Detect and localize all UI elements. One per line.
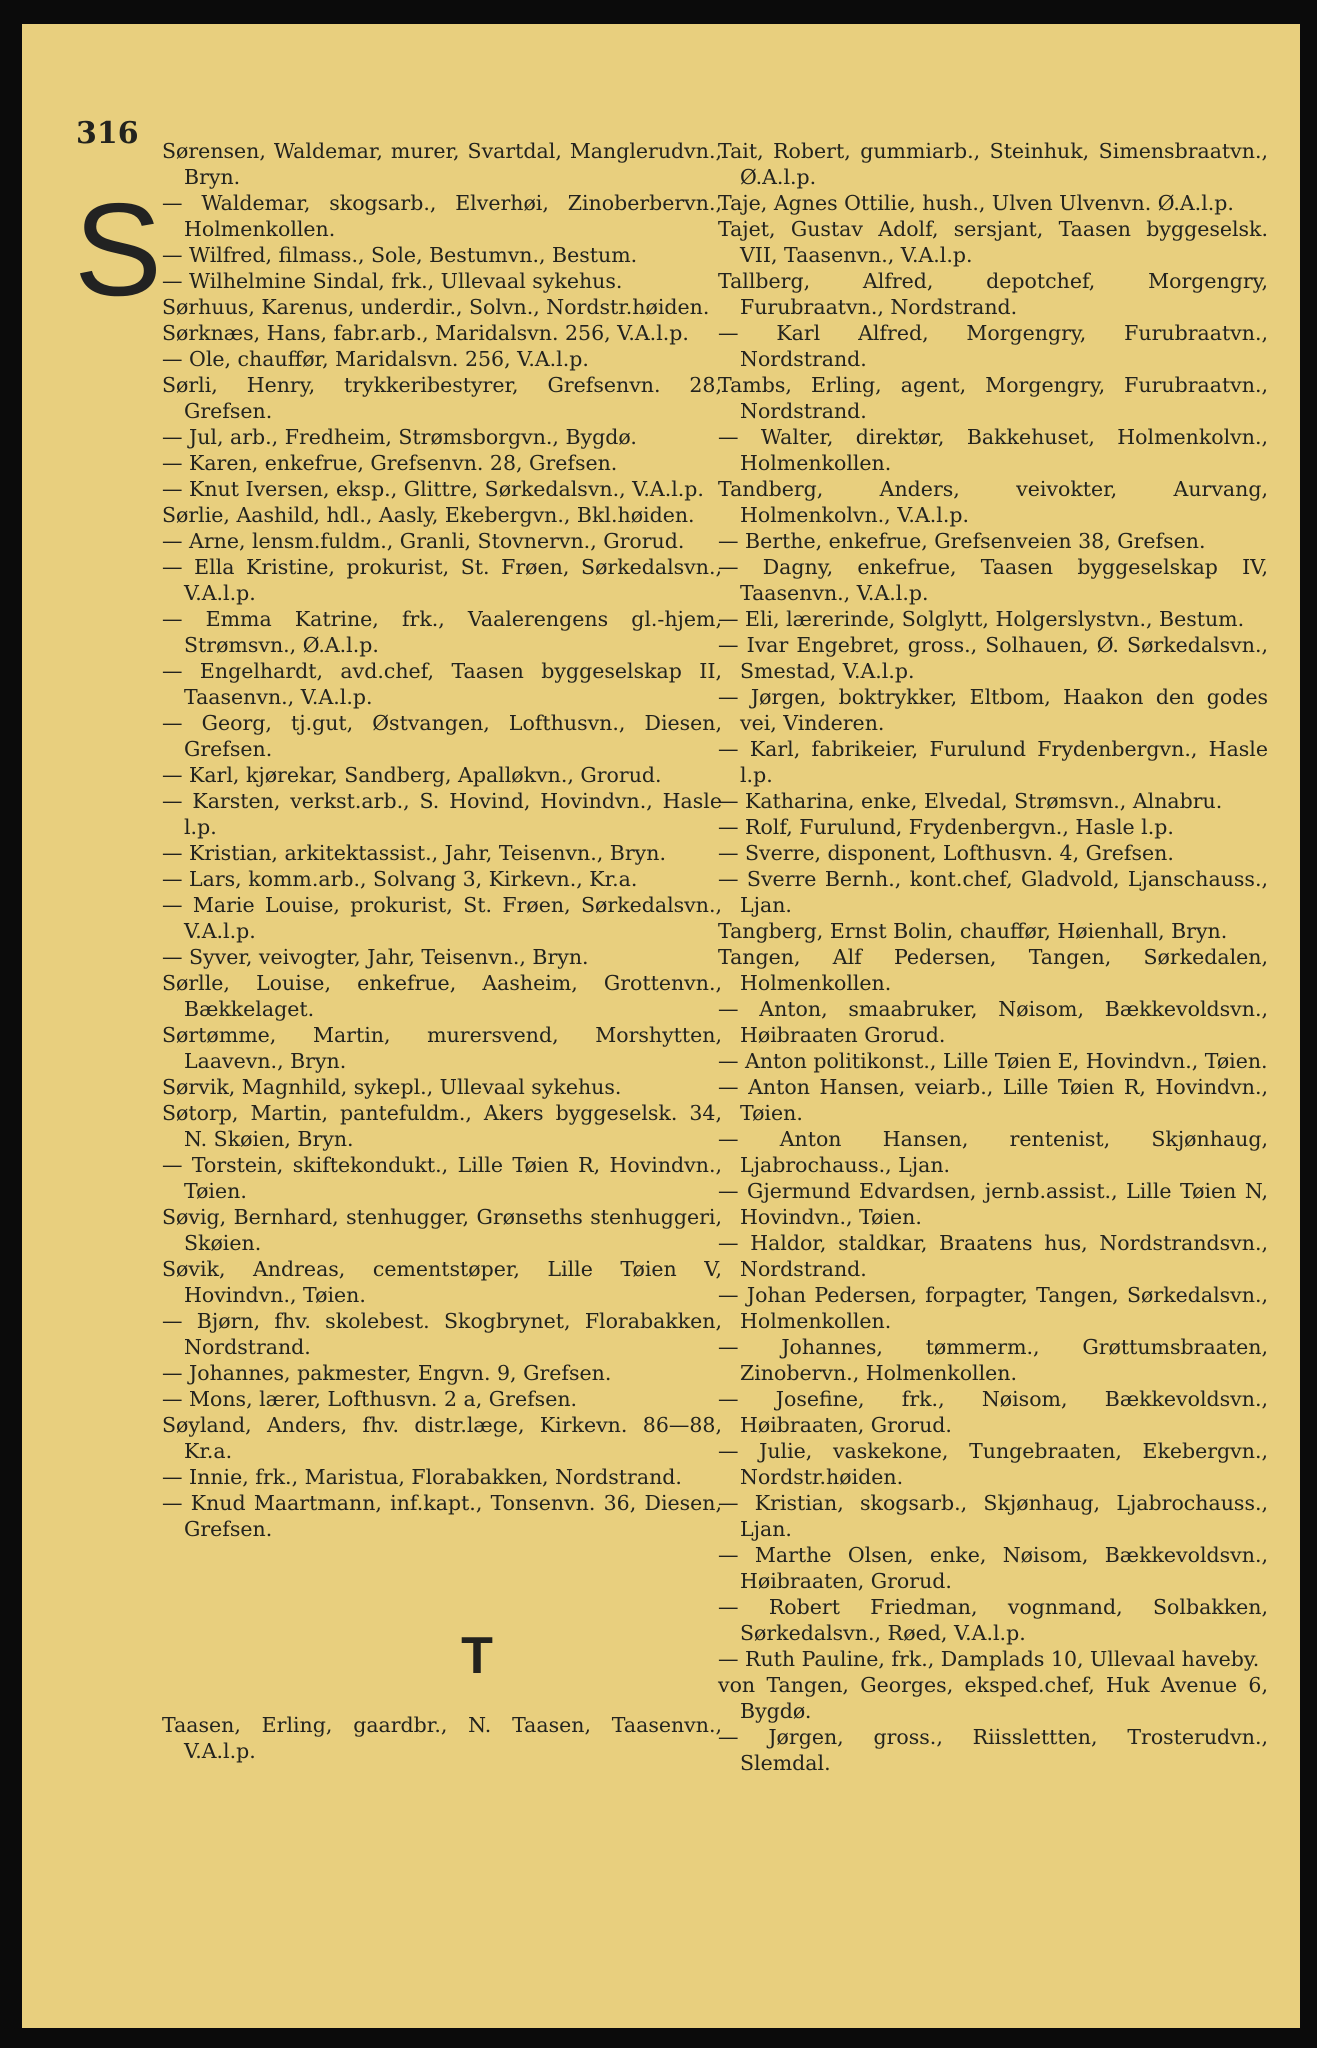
directory-entry: Taasen, Erling, gaardbr., N. Taasen, Taasenvn., V.A.l.p. <box>162 1713 722 1763</box>
directory-entry: — Karen, enkefrue, Grefsenvn. 28, Grefsen. <box>162 451 618 475</box>
directory-entry: Tangberg, Ernst Bolin, chauffør, Høienhall, Bryn. <box>718 919 1228 943</box>
directory-entry: — Haldor, staldkar, Braatens hus, Nordstrandsvn., Nordstrand. <box>718 1231 1268 1281</box>
left-entry-list <box>162 138 722 1542</box>
directory-entry: — Berthe, enkefrue, Grefsenveien 38, Grefsen. <box>718 529 1206 553</box>
directory-entry: — Jørgen, gross., Riisslettten, Trosterudvn., Slemdal. <box>718 1725 1268 1775</box>
directory-entry: — Kristian, arkitektassist., Jahr, Teisenvn., Bryn. <box>162 841 666 865</box>
directory-entry: — Wilfred, filmass., Sole, Bestumvn., Bestum. <box>162 243 638 267</box>
directory-entry: — Walter, direktør, Bakkehuset, Holmenkolvn., Holmenkollen. <box>718 425 1268 475</box>
directory-entry: — Anton, smaabruker, Nøisom, Bækkevoldsvn., Høibraaten Grorud. <box>718 997 1268 1047</box>
directory-entry: — Karl, fabrikeier, Furulund Frydenbergvn., Hasle l.p. <box>718 737 1268 787</box>
directory-entry: — Syver, veivogter, Jahr, Teisenvn., Bryn. <box>162 945 589 969</box>
directory-entry: — Sverre, disponent, Lofthusvn. 4, Grefsen. <box>718 841 1174 865</box>
directory-entry: Sørlle, Louise, enkefrue, Aasheim, Grottenvn., Bækkelaget. <box>162 971 722 1021</box>
directory-entry: Taje, Agnes Ottilie, hush., Ulven Ulvenvn. Ø.A.l.p. <box>718 191 1234 215</box>
directory-entry: Tallberg, Alfred, depotchef, Morgengry, Furubraatvn., Nordstrand. <box>718 269 1268 319</box>
directory-entry: Tajet, Gustav Adolf, sersjant, Taasen byggeselsk. VII, Taasenvn., V.A.l.p. <box>718 217 1268 267</box>
directory-entry: — Johannes, tømmerm., Grøttumsbraaten, Zinobervn., Holmenkollen. <box>718 1335 1268 1385</box>
left-column <box>162 138 722 1764</box>
directory-entry: Sørhuus, Karenus, underdir., Solvn., Nordstr.høiden. <box>162 295 710 319</box>
directory-entry: — Emma Katrine, frk., Vaalerengens gl.-hjem, Strømsvn., Ø.A.l.p. <box>162 607 722 657</box>
directory-entry: — Katharina, enke, Elvedal, Strømsvn., Alnabru. <box>718 789 1223 813</box>
directory-entry: — Anton Hansen, rentenist, Skjønhaug, Ljabrochauss., Ljan. <box>718 1127 1268 1177</box>
directory-entry: — Ivar Engebret, gross., Solhauen, Ø. Sørkedalsvn., Smestad, V.A.l.p. <box>718 633 1268 683</box>
directory-entry: von Tangen, Georges, eksped.chef, Huk Avenue 6, Bygdø. <box>718 1673 1268 1723</box>
directory-entry: Sørensen, Waldemar, murer, Svartdal, Manglerudvn., Bryn. <box>162 139 722 189</box>
directory-entry: — Karsten, verkst.arb., S. Hovind, Hovindvn., Hasle l.p. <box>162 789 722 839</box>
directory-entry: Sørlie, Aashild, hdl., Aasly, Ekebergvn., Bkl.høiden. <box>162 503 695 527</box>
section-letter-t: T <box>461 1627 493 1685</box>
directory-entry: — Ole, chauffør, Maridalsvn. 256, V.A.l.p. <box>162 347 589 371</box>
directory-entry: Søvik, Andreas, cementstøper, Lille Tøien V, Hovindvn., Tøien. <box>162 1257 722 1307</box>
directory-entry: — Ruth Pauline, frk., Damplads 10, Ullevaal haveby. <box>718 1647 1260 1671</box>
directory-entry: Sørli, Henry, trykkeribestyrer, Grefsenvn. 28, Grefsen. <box>162 373 722 423</box>
directory-entry: Søvig, Bernhard, stenhugger, Grønseths stenhuggeri, Skøien. <box>162 1205 722 1255</box>
directory-entry: Sørtømme, Martin, murersvend, Morshytten, Laavevn., Bryn. <box>162 1023 722 1073</box>
directory-entry: — Bjørn, fhv. skolebest. Skogbrynet, Florabakken, Nordstrand. <box>162 1309 722 1359</box>
directory-entry: Søtorp, Martin, pantefuldm., Akers byggeselsk. 34, N. Skøien, Bryn. <box>162 1101 722 1151</box>
directory-entry: Sørknæs, Hans, fabr.arb., Maridalsvn. 256, V.A.l.p. <box>162 321 689 345</box>
left-t-entry-list <box>162 1712 722 1764</box>
directory-entry: — Josefine, frk., Nøisom, Bækkevoldsvn., Høibraaten, Grorud. <box>718 1387 1268 1437</box>
directory-entry: — Marthe Olsen, enke, Nøisom, Bækkevoldsvn., Høibraaten, Grorud. <box>718 1543 1268 1593</box>
directory-entry: — Mons, lærer, Lofthusvn. 2 a, Grefsen. <box>162 1387 578 1411</box>
directory-entry: — Wilhelmine Sindal, frk., Ullevaal sykehus. <box>162 269 623 293</box>
directory-entry: — Rolf, Furulund, Frydenbergvn., Hasle l.p. <box>718 815 1174 839</box>
directory-entry: — Marie Louise, prokurist, St. Frøen, Sørkedalsvn., V.A.l.p. <box>162 893 722 943</box>
directory-entry: — Jul, arb., Fredheim, Strømsborgvn., Bygdø. <box>162 425 637 449</box>
directory-entry: — Innie, frk., Maristua, Florabakken, Nordstrand. <box>162 1465 682 1489</box>
directory-entry: — Karl Alfred, Morgengry, Furubraatvn., Nordstrand. <box>718 321 1268 371</box>
directory-entry: — Robert Friedman, vognmand, Solbakken, Sørkedalsvn., Røed, V.A.l.p. <box>718 1595 1268 1645</box>
directory-entry: — Knud Maartmann, inf.kapt., Tonsenvn. 36, Diesen, Grefsen. <box>162 1491 722 1541</box>
directory-entry: — Jørgen, boktrykker, Eltbom, Haakon den godes vei, Vinderen. <box>718 685 1268 735</box>
directory-page <box>22 24 1300 2028</box>
directory-entry: — Anton politikonst., Lille Tøien E, Hovindvn., Tøien. <box>718 1049 1268 1073</box>
right-entry-list <box>718 138 1268 1776</box>
directory-entry: — Torstein, skiftekondukt., Lille Tøien R, Hovindvn., Tøien. <box>162 1153 722 1203</box>
directory-entry: — Sverre Bernh., kont.chef, Gladvold, Ljanschauss., Ljan. <box>718 867 1268 917</box>
directory-entry: — Johan Pedersen, forpagter, Tangen, Sørkedalsvn., Holmenkollen. <box>718 1283 1268 1333</box>
directory-entry: — Engelhardt, avd.chef, Taasen byggeselskap II, Taasenvn., V.A.l.p. <box>162 659 722 709</box>
directory-entry: — Kristian, skogsarb., Skjønhaug, Ljabrochauss., Ljan. <box>718 1491 1268 1541</box>
directory-entry: — Eli, lærerinde, Solglytt, Holgerslystvn., Bestum. <box>718 607 1245 631</box>
directory-entry: — Johannes, pakmester, Engvn. 9, Grefsen. <box>162 1361 612 1385</box>
directory-entry: — Georg, tj.gut, Østvangen, Lofthusvn., Diesen, Grefsen. <box>162 711 722 761</box>
directory-entry: — Waldemar, skogsarb., Elverhøi, Zinoberbervn., Holmenkollen. <box>162 191 722 241</box>
directory-entry: Tait, Robert, gummiarb., Steinhuk, Simensbraatvn., Ø.A.l.p. <box>718 139 1268 189</box>
directory-entry: — Ella Kristine, prokurist, St. Frøen, Sørkedalsvn., V.A.l.p. <box>162 555 722 605</box>
directory-entry: — Lars, komm.arb., Solvang 3, Kirkevn., Kr.a. <box>162 867 638 891</box>
right-column <box>718 138 1268 1776</box>
directory-entry: Tangen, Alf Pedersen, Tangen, Sørkedalen, Holmenkollen. <box>718 945 1268 995</box>
directory-entry: Tambs, Erling, agent, Morgengry, Furubraatvn., Nordstrand. <box>718 373 1268 423</box>
directory-entry: — Arne, lensm.fuldm., Granli, Stovnervn., Grorud. <box>162 529 685 553</box>
directory-entry: Tandberg, Anders, veivokter, Aurvang, Holmenkolvn., V.A.l.p. <box>718 477 1268 527</box>
section-letter-s: S <box>74 176 163 323</box>
directory-entry: Sørvik, Magnhild, sykepl., Ullevaal sykehus. <box>162 1075 622 1099</box>
directory-entry: — Gjermund Edvardsen, jernb.assist., Lille Tøien N, Hovindvn., Tøien. <box>718 1179 1268 1229</box>
page-number: 316 <box>76 116 139 151</box>
directory-entry: — Julie, vaskekone, Tungebraaten, Ekebergvn., Nordstr.høiden. <box>718 1439 1268 1489</box>
directory-entry: — Karl, kjørekar, Sandberg, Apalløkvn., Grorud. <box>162 763 662 787</box>
directory-entry: — Knut Iversen, eksp., Glittre, Sørkedalsvn., V.A.l.p. <box>162 477 704 501</box>
directory-entry: — Anton Hansen, veiarb., Lille Tøien R, Hovindvn., Tøien. <box>718 1075 1268 1125</box>
directory-entry: Søyland, Anders, fhv. distr.læge, Kirkevn. 86—88, Kr.a. <box>162 1413 722 1463</box>
directory-entry: — Dagny, enkefrue, Taasen byggeselskap IV, Taasenvn., V.A.l.p. <box>718 555 1268 605</box>
